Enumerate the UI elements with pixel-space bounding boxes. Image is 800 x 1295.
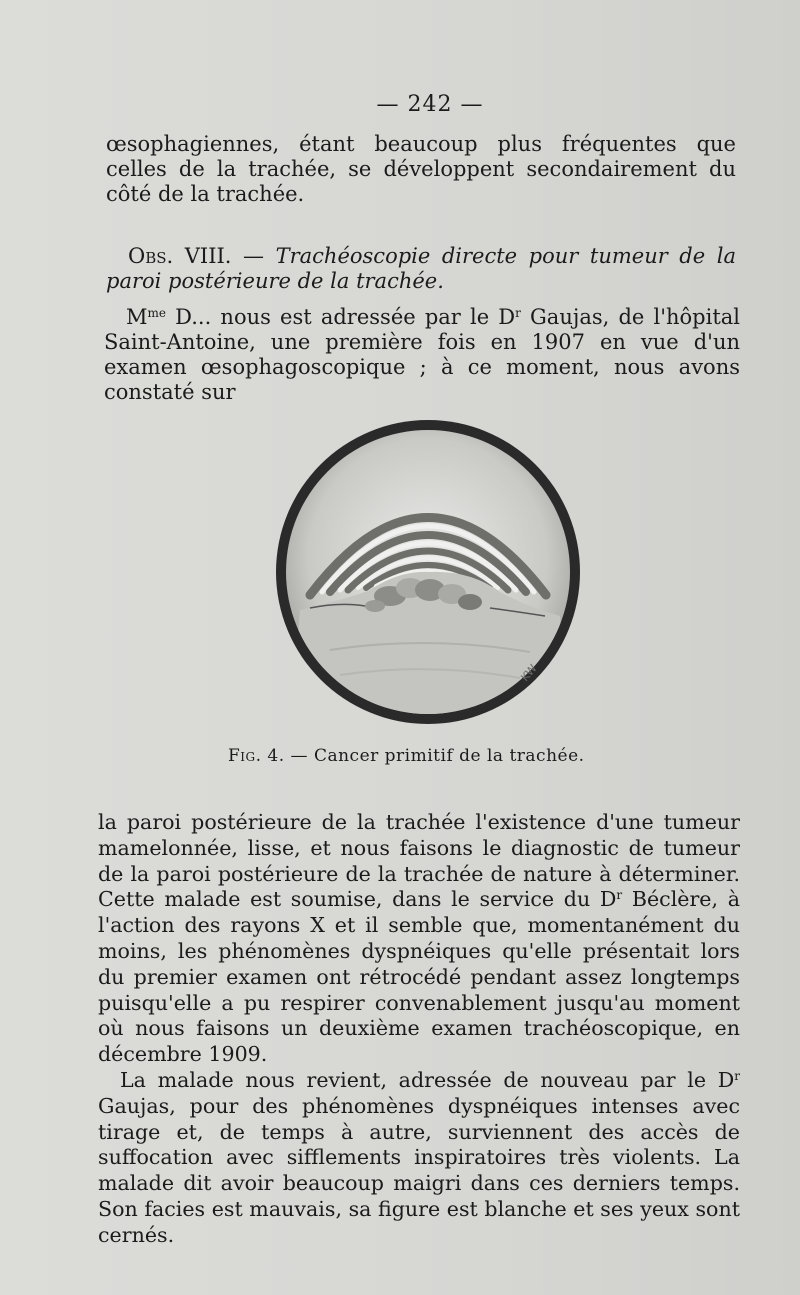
main-body	[98, 810, 740, 1249]
intro-text-1: M	[126, 305, 148, 329]
body-superscript-2: r	[734, 1068, 740, 1083]
paragraph-text: œsophagiennes, étant beaucoup plus fréquentes que celles de la trachée, se développent secondairement du côté de la trachée.	[106, 132, 736, 206]
body-text-1a: la paroi postérieure de la trachée l'existence d'une tumeur mamelonnée, lisse, et nous faisons le diagnostic de tumeur de la paroi postérieure de la trachée de nature à déterminer. Cette malade est soumise, dans le service du D	[98, 810, 740, 912]
continued-paragraph	[106, 132, 736, 207]
body-text-1b: Béclère, à l'action des rayons X et il semble que, momentanément du moins, les phénomènes dyspnéiques qu'elle présentait lors du premier examen ont rétrocédé pendant assez longtemps puisqu'elle a pu respirer convenablement jusqu'au moment où nous faisons un deuxième examen trachéoscopique, en décembre 1909.	[98, 887, 740, 1067]
caption-label: Fig. 4. —	[228, 746, 309, 766]
intro-paragraph	[104, 305, 740, 405]
intro-superscript-2: r	[515, 306, 521, 320]
figure-caption	[228, 746, 628, 766]
body-paragraph-1	[98, 810, 740, 1068]
body-paragraph-2	[98, 1068, 740, 1249]
body-text-2a: La malade nous revient, adressée de nouveau par le D	[120, 1067, 735, 1092]
artist-signature: KW	[518, 662, 540, 684]
observation-title: Trachéoscopie directe pour tumeur de la paroi postérieure de la trachée.	[106, 244, 736, 293]
body-text-2b: Gaujas, pour des phénomènes dyspnéiques intenses avec tirage et, de temps à autre, surviennent des accès de suffocation avec sifflements inspiratoires très violents. La malade dit avoir beaucoup maigri dans ces derniers temps. Son facies est mauvais, sa figure est blanche et ses yeux sont cernés.	[98, 1093, 740, 1247]
tracheoscopy-illustration	[270, 420, 586, 724]
intro-text-3: Gaujas, de l'hôpital Saint-Antoine, une première fois en 1907 en vue d'un examen œsophagoscopique ; à ce moment, nous avons constaté sur	[104, 305, 740, 404]
caption-text: Cancer primitif de la trachée.	[308, 746, 585, 766]
observation-heading	[106, 244, 736, 294]
observation-label: Obs. VIII. —	[128, 244, 265, 268]
endoscopic-figure	[270, 420, 586, 724]
intro-text-2: D... nous est adressée par le D	[166, 305, 516, 329]
page-number: — 242 —	[376, 92, 484, 117]
body-superscript-1: r	[616, 888, 623, 903]
intro-superscript-1: me	[147, 306, 166, 320]
